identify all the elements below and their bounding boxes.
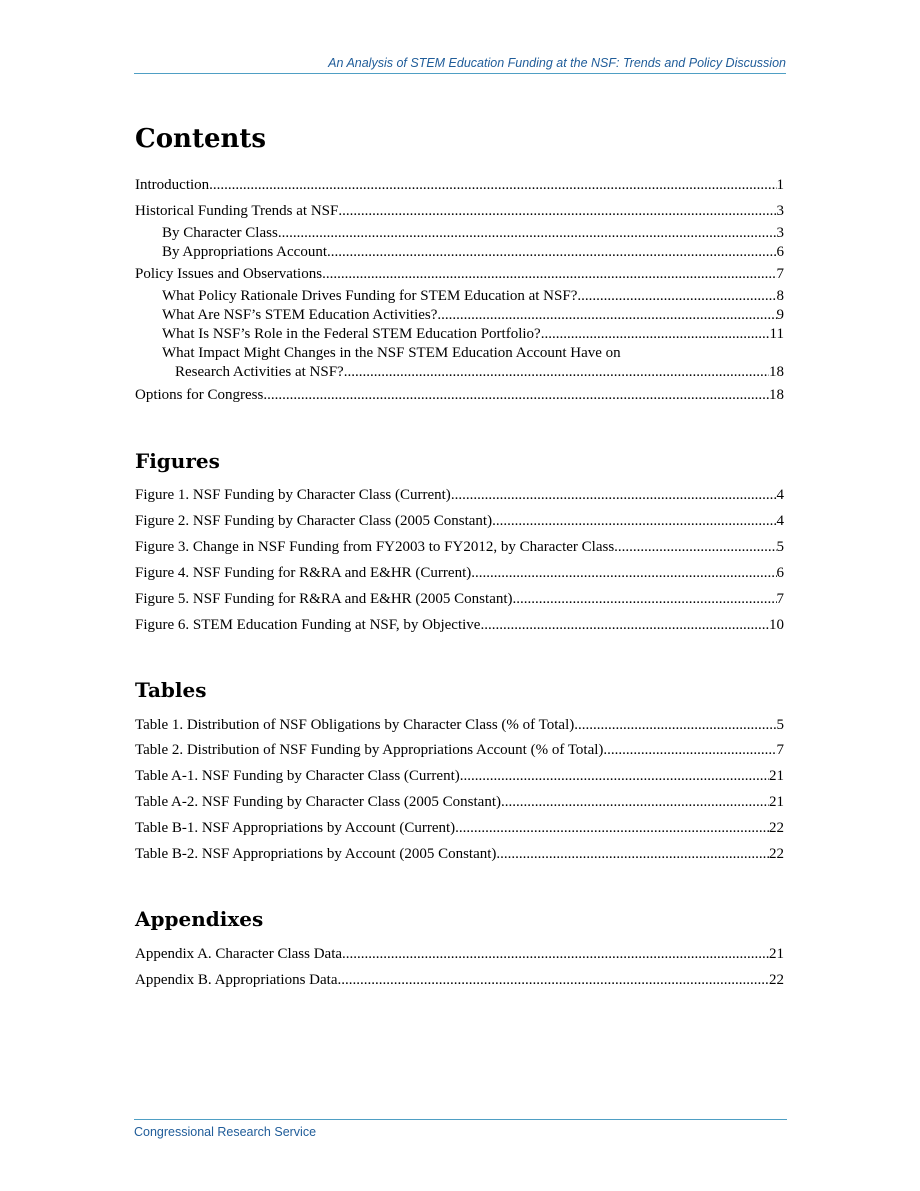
toc-entry-label: By Appropriations Account	[162, 244, 327, 260]
dot-leader	[278, 225, 777, 242]
toc-entry-page: 7	[776, 591, 784, 607]
dot-leader	[471, 565, 776, 582]
dot-leader	[496, 846, 769, 863]
toc-entry-policy-rationale[interactable]	[162, 288, 784, 308]
toc-entry-by-character-class[interactable]	[162, 225, 784, 245]
dot-leader	[603, 742, 776, 759]
dot-leader	[501, 794, 769, 811]
toc-entry-page: 7	[776, 742, 784, 758]
appendixes-heading: Appendixes	[135, 907, 264, 931]
toc-entry-label: Table 2. Distribution of NSF Funding by Appropriations Account (% of Total)	[135, 742, 604, 758]
footer-publisher: Congressional Research Service	[134, 1125, 317, 1139]
toc-entry-figure-2[interactable]	[135, 513, 784, 533]
toc-entry-label: Table B-2. NSF Appropriations by Account (2005 Constant)	[135, 846, 497, 862]
toc-entry-label: Appendix A. Character Class Data	[135, 946, 343, 962]
toc-entry-page: 18	[769, 364, 784, 380]
toc-entry-table-a2[interactable]	[135, 794, 784, 814]
dot-leader	[263, 387, 769, 404]
dot-leader	[513, 591, 777, 608]
toc-entry-label: Table A-2. NSF Funding by Character Class (2005 Constant)	[135, 794, 501, 810]
toc-entry-label: Table 1. Distribution of NSF Obligations by Character Class (% of Total)	[135, 717, 575, 733]
toc-entry-label: Options for Congress	[135, 387, 264, 403]
toc-entry-label: Figure 2. NSF Funding by Character Class (2005 Constant)	[135, 513, 493, 529]
tables-heading: Tables	[135, 678, 207, 702]
toc-entry-page: 21	[769, 768, 784, 784]
toc-entry-page: 21	[769, 946, 784, 962]
toc-entry-page: 4	[776, 487, 784, 503]
dot-leader	[338, 203, 776, 220]
dot-leader	[451, 487, 777, 504]
toc-entry-appendix-a[interactable]	[135, 946, 784, 966]
dot-leader	[460, 768, 769, 785]
toc-entry-label: Policy Issues and Observations	[135, 266, 323, 282]
toc-entry-page: 3	[776, 203, 784, 219]
toc-entry-page: 8	[776, 288, 784, 304]
toc-entry-label: Figure 3. Change in NSF Funding from FY2003 to FY2012, by Character Class	[135, 539, 615, 555]
toc-entry-page: 22	[769, 820, 784, 836]
contents-heading: Contents	[135, 124, 267, 154]
toc-entry-figure-4[interactable]	[135, 565, 784, 585]
toc-entry-historical-funding-trends[interactable]	[135, 203, 784, 223]
toc-entry-figure-1[interactable]	[135, 487, 784, 507]
toc-entry-label: Figure 5. NSF Funding for R&RA and E&HR (2005 Constant)	[135, 591, 513, 607]
toc-entry-label: Historical Funding Trends at NSF	[135, 203, 339, 219]
dot-leader	[480, 617, 769, 634]
dot-leader	[337, 972, 769, 989]
toc-entry-label: Figure 4. NSF Funding for R&RA and E&HR (Current)	[135, 565, 472, 581]
toc-entry-page: 6	[776, 565, 784, 581]
dot-leader	[437, 307, 776, 324]
toc-entry-table-1[interactable]	[135, 717, 784, 737]
toc-entry-page: 10	[769, 617, 784, 633]
figures-heading: Figures	[135, 449, 220, 473]
toc-entry-page: 5	[776, 539, 784, 555]
toc-entry-table-b1[interactable]	[135, 820, 784, 840]
toc-entry-table-b2[interactable]	[135, 846, 784, 866]
toc-entry-label: By Character Class	[162, 225, 278, 241]
toc-entry-figure-6[interactable]	[135, 617, 784, 637]
toc-entry-label: Appendix B. Appropriations Data	[135, 972, 338, 988]
toc-entry-label: What Are NSF’s STEM Education Activities?	[162, 307, 438, 323]
dot-leader	[492, 513, 776, 530]
toc-entry-impact-line-1[interactable]: What Impact Might Changes in the NSF STEM Education Account Have on	[162, 345, 621, 361]
dot-leader	[209, 177, 776, 194]
toc-entry-label: What Is NSF’s Role in the Federal STEM Education Portfolio?	[162, 326, 541, 342]
toc-entry-appendix-b[interactable]	[135, 972, 784, 992]
toc-entry-page: 22	[769, 846, 784, 862]
toc-entry-page: 7	[776, 266, 784, 282]
toc-entry-policy-issues[interactable]	[135, 266, 784, 286]
toc-entry-page: 22	[769, 972, 784, 988]
toc-entry-page: 6	[776, 244, 784, 260]
toc-entry-page: 3	[776, 225, 784, 241]
toc-entry-page: 18	[769, 387, 784, 403]
dot-leader	[574, 717, 776, 734]
dot-leader	[577, 288, 776, 305]
toc-entry-options-for-congress[interactable]	[135, 387, 784, 407]
toc-entry-label: Introduction	[135, 177, 210, 193]
dot-leader	[614, 539, 776, 556]
dot-leader	[344, 364, 769, 381]
toc-entry-page: 5	[776, 717, 784, 733]
toc-entry-label: Figure 1. NSF Funding by Character Class (Current)	[135, 487, 451, 503]
dot-leader	[322, 266, 776, 283]
toc-entry-table-a1[interactable]	[135, 768, 784, 788]
running-header	[134, 54, 786, 74]
toc-entry-label: Table B-1. NSF Appropriations by Account (Current)	[135, 820, 456, 836]
dot-leader	[342, 946, 769, 963]
toc-entry-introduction[interactable]	[135, 177, 784, 197]
dot-leader	[327, 244, 777, 261]
toc-entry-label: What Policy Rationale Drives Funding for STEM Education at NSF?	[162, 288, 578, 304]
page-footer	[134, 1119, 787, 1141]
running-header-title: An Analysis of STEM Education Funding at the NSF: Trends and Policy Discussion	[328, 56, 786, 70]
toc-entry-by-appropriations-account[interactable]	[162, 244, 784, 264]
toc-entry-stem-education-activities[interactable]	[162, 307, 784, 327]
toc-entry-page: 4	[776, 513, 784, 529]
dot-leader	[455, 820, 769, 837]
toc-entry-label: Research Activities at NSF?	[175, 364, 344, 380]
toc-entry-impact-research-activities[interactable]	[175, 364, 784, 384]
toc-entry-page: 21	[769, 794, 784, 810]
toc-entry-label: Figure 6. STEM Education Funding at NSF, by Objective	[135, 617, 481, 633]
toc-entry-federal-portfolio-role[interactable]	[162, 326, 784, 346]
toc-entry-page: 11	[769, 326, 784, 342]
dot-leader	[541, 326, 770, 343]
toc-entry-figure-3[interactable]	[135, 539, 784, 559]
toc-entry-page: 9	[776, 307, 784, 323]
toc-entry-label: Table A-1. NSF Funding by Character Class (Current)	[135, 768, 460, 784]
toc-entry-table-2[interactable]	[135, 742, 784, 762]
toc-entry-page: 1	[776, 177, 784, 193]
toc-entry-figure-5[interactable]	[135, 591, 784, 611]
